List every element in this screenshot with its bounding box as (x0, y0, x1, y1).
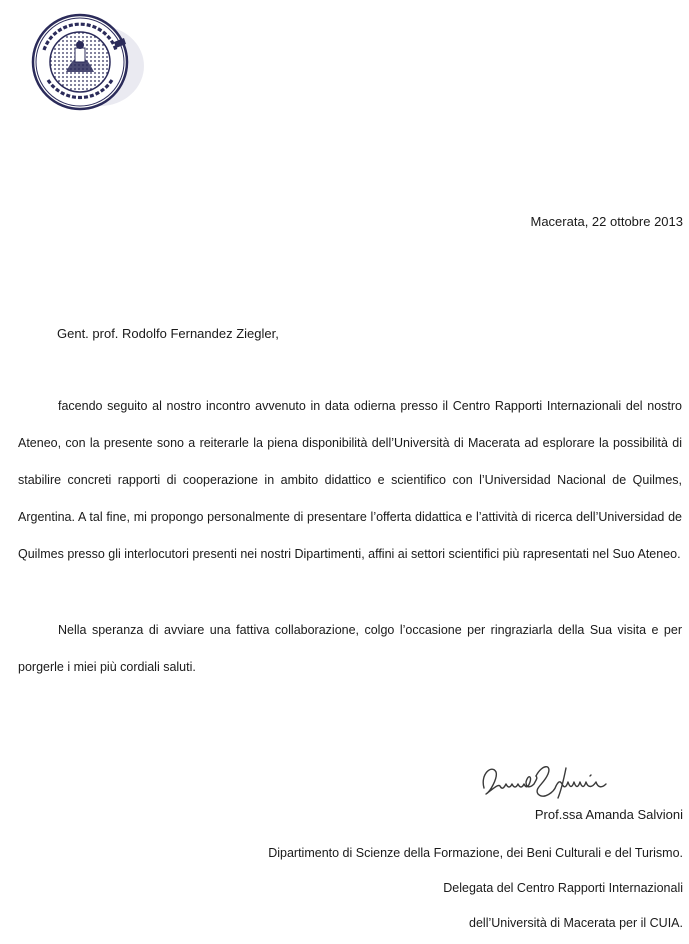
affiliation-delegate: Delegata del Centro Rapporti Internazionali (443, 881, 683, 895)
university-seal-icon (18, 12, 148, 114)
body-paragraph-2: Nella speranza di avviare una fattiva collaborazione, colgo l’occasione per ringraziarla della Sua visita e per porgerle i miei più cordiali saluti. (18, 623, 682, 674)
letter-date: Macerata, 22 ottobre 2013 (530, 214, 683, 229)
salutation: Gent. prof. Rodolfo Fernandez Ziegler, (57, 326, 279, 341)
handwritten-signature-icon (478, 758, 624, 808)
affiliation-department: Dipartimento di Scienze della Formazione, dei Beni Culturali e del Turismo. (268, 846, 683, 860)
body-paragraph-1: facendo seguito al nostro incontro avvenuto in data odierna presso il Centro Rapporti Internazionali del nostro Ateneo, con la presente sono a reiterarle la piena disponibilità dell’Università di Macerata ad esplorare la possibilità di stabilire concreti rapporti di cooperazione in ambito didattico e scientifico con l’Universidad Nacional de Quilmes, Argentina. A tal fine, mi propongo personalmente di presentare l’offerta didattica e l’attività di ricerca dell’Universidad de Quilmes presso gli interlocutori presenti nei nostri Dipartimenti, affini ai settori scientifici più rapresentati nel Suo Ateneo. (18, 399, 682, 561)
affiliation-university: dell’Università di Macerata per il CUIA. (469, 916, 683, 930)
signer-name: Prof.ssa Amanda Salvioni (534, 807, 683, 822)
